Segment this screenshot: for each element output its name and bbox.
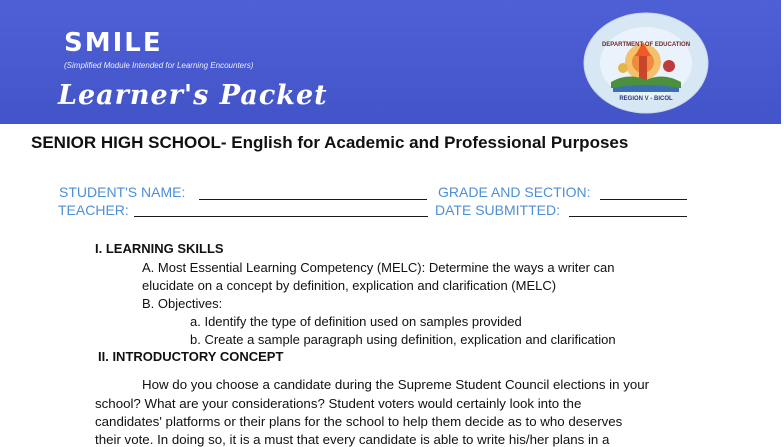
paragraph-line-1: How do you choose a candidate during the Supreme Student Council elections in your	[142, 377, 650, 392]
teacher-label: TEACHER:	[58, 202, 129, 218]
header-banner	[0, 0, 781, 124]
melc-line-1: A. Most Essential Learning Competency (MELC): Determine the ways a writer can	[142, 260, 615, 275]
student-name-line[interactable]	[199, 199, 427, 200]
document-title: SENIOR HIGH SCHOOL- English for Academic and Professional Purposes	[31, 133, 629, 152]
paragraph-line-2: school? What are your considerations? Student voters would certainly look into the	[95, 396, 582, 411]
date-submitted-label: DATE SUBMITTED:	[435, 202, 560, 218]
paragraph-line-3: candidates' platforms or their plans for the school to help them decide as to who deserves	[95, 414, 623, 429]
packet-title: Learner's Packet	[58, 80, 328, 111]
objectives-label: B. Objectives:	[142, 296, 223, 311]
learning-skills-heading: I. LEARNING SKILLS	[95, 241, 224, 256]
objective-b: b. Create a sample paragraph using definition, explication and clarification	[190, 332, 616, 347]
paragraph-line-4: their vote. In doing so, it is a must that every candidate is able to write his/her plans in a	[95, 432, 610, 447]
student-name-label: STUDENT'S NAME:	[59, 184, 186, 200]
teacher-line[interactable]	[134, 216, 428, 217]
grade-section-label: GRADE AND SECTION:	[438, 184, 591, 200]
date-submitted-line[interactable]	[569, 216, 687, 217]
objective-a: a. Identify the type of definition used on samples provided	[190, 314, 522, 329]
brand-logo-text: SMILE	[64, 28, 163, 58]
brand-expansion: (Simplified Module Intended for Learning Encounters)	[64, 61, 254, 70]
deped-seal-logo	[583, 12, 709, 114]
seal-top-text: DEPARTMENT OF EDUCATION	[601, 42, 691, 48]
grade-section-line[interactable]	[600, 199, 687, 200]
seal-bottom-text: REGION V - BICOL	[619, 96, 673, 102]
melc-line-2: elucidate on a concept by definition, explication and clarification (MELC)	[142, 278, 557, 293]
introductory-concept-heading: II. INTRODUCTORY CONCEPT	[98, 349, 284, 364]
